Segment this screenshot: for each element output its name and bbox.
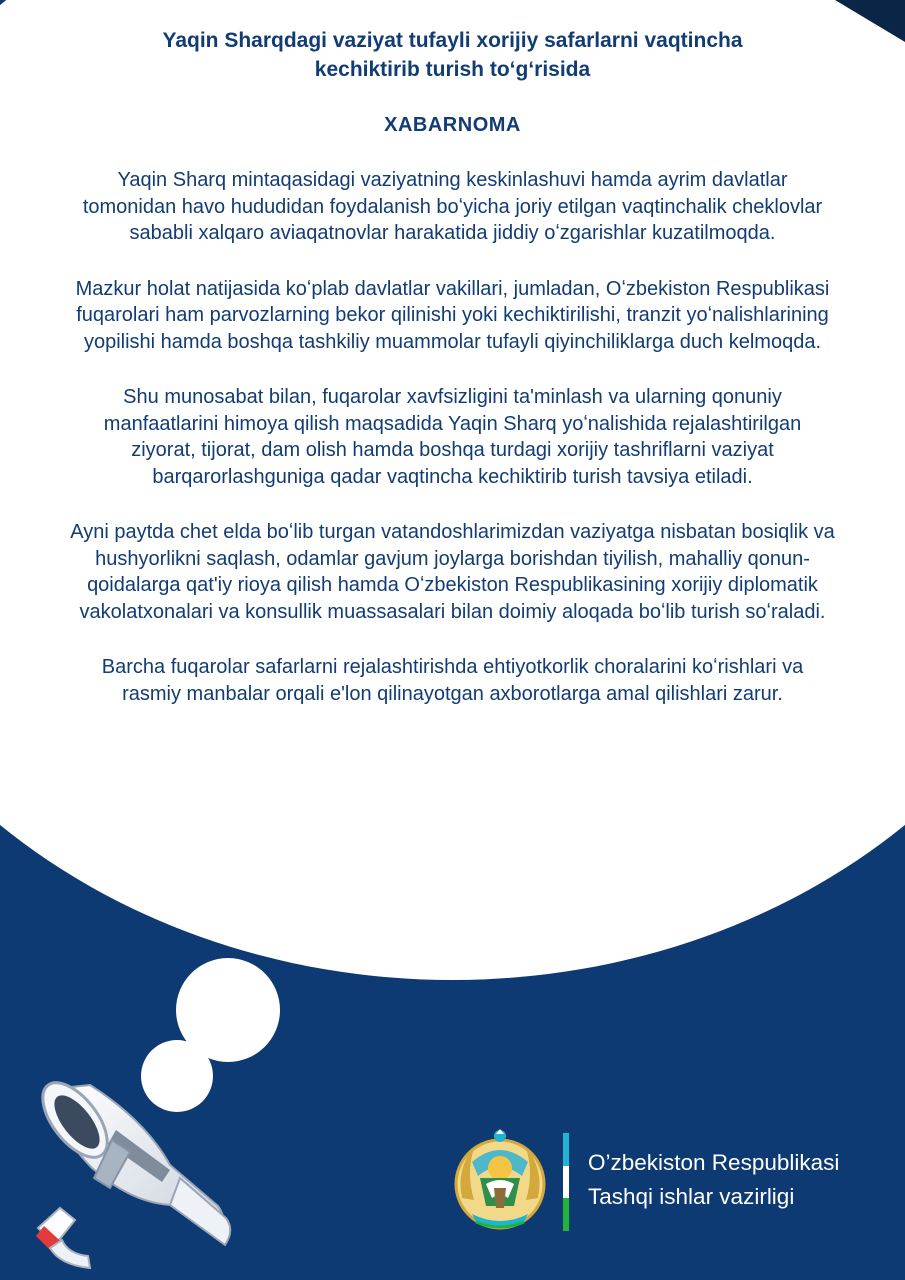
flag-stripe-green	[563, 1198, 569, 1231]
title-line-2: kechiktirib turish toʻgʻrisida	[314, 58, 591, 81]
paragraph-4: Ayni paytda chet elda boʻlib turgan vatandoshlarimizdan vaziyatga nisbatan bosiqlik va hushyorlikni saqlash, odamlar gavjum joylarga borishdan tiyilish, mahalliy qonun-qoidalarga qat'iy rioya qilish hamda Oʻzbekiston Respublikasining xorijiy diplomatik vakolatxonalari va konsullik muassasalari bilan doimiy aloqada boʻlib turish soʻraladi.	[70, 521, 835, 623]
flag-stripe-white	[563, 1166, 569, 1199]
ministry-line-1: O’zbekiston Respublikasi	[588, 1150, 840, 1175]
ministry-name	[588, 1146, 839, 1214]
flag-color-bar	[563, 1133, 569, 1231]
flag-stripe-blue	[563, 1133, 569, 1166]
megaphone-icon	[20, 1060, 260, 1280]
paragraph-1: Yaqin Sharq mintaqasidagi vaziyatning keskinlashuvi hamda ayrim davlatlar tomonidan havo hududidan foydalanish boʻyicha joriy etilgan vaqtinchalik cheklovlar sababli xalqaro aviaqatnovlar harakatida jiddiy oʻzgarishlar kuzatilmoqda.	[82, 169, 823, 244]
title-line-1: Yaqin Sharqdagi vaziyat tufayli xorijiy safarlarni vaqtincha	[162, 29, 743, 52]
uzbekistan-state-emblem-icon	[452, 1128, 548, 1232]
corner-decoration	[835, 0, 905, 42]
paragraph-5: Barcha fuqarolar safarlarni rejalashtirishda ehtiyotkorlik choralarini koʻrishlari va rasmiy manbalar orqali e'lon qilinayotgan axborotlarga amal qilishlari zarur.	[101, 656, 804, 705]
paragraph-2: Mazkur holat natijasida koʻplab davlatlar vakillari, jumladan, Oʻzbekiston Respublikasi fuqarolari ham parvozlarning bekor qilinishi yoki kechiktirilishi, tranzit yoʻnalishlarining yopilishi hamda boshqa tashkiliy muammolar tufayli qiyinchiliklarga duch kelmoqda.	[75, 277, 830, 353]
document-title	[60, 26, 845, 84]
paragraph-3: Shu munosabat bilan, fuqarolar xavfsizligini ta'minlash va ularning qonuniy manfaatlarini himoya qilish maqsadida Yaqin Sharq yoʻnalishida rejalashtirilgan ziyorat, tijorat, dam olish hamda boshqa turdagi xorijiy tashriflarni vaziyat barqarorlashguniga qadar vaqtincha kechiktirib turish tavsiya etiladi.	[103, 386, 802, 488]
announcement-content	[60, 26, 845, 707]
ministry-line-2: Tashqi ishlar vazirligi	[588, 1184, 795, 1209]
document-heading: XABARNOMA	[384, 114, 521, 136]
